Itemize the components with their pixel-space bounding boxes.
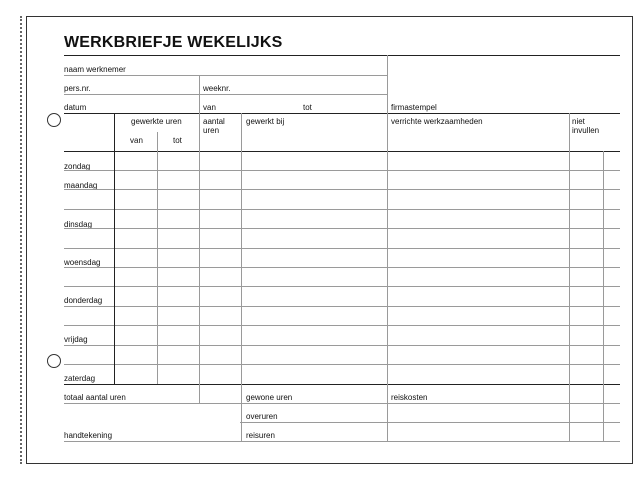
label-naam-werknemer: naam werknemer — [64, 65, 126, 74]
rule-h — [64, 189, 620, 190]
day-maandag: maandag — [64, 181, 98, 190]
header-niet-invullen: niet invullen — [572, 117, 600, 135]
rule-h — [64, 209, 620, 210]
day-vrijdag: vrijdag — [64, 335, 88, 344]
rule-v — [569, 113, 570, 441]
header-van: van — [130, 136, 143, 145]
rule-v — [603, 151, 604, 441]
rule-h — [64, 228, 620, 229]
day-woensdag: woensdag — [64, 258, 101, 267]
day-dinsdag: dinsdag — [64, 220, 93, 229]
rule-h — [64, 441, 620, 442]
label-overuren: overuren — [246, 412, 278, 421]
rule-h — [64, 325, 620, 326]
rule-h — [64, 113, 620, 114]
rule-h — [240, 422, 620, 423]
rule-v — [114, 113, 115, 384]
rule-v — [157, 132, 158, 384]
punch-hole-bottom — [47, 354, 61, 368]
label-handtekening: handtekening — [64, 431, 113, 440]
rule-h — [64, 94, 387, 95]
rule-v — [387, 113, 388, 441]
label-weeknr: weeknr. — [203, 84, 231, 93]
rule-v — [199, 75, 200, 113]
rule-h — [64, 151, 620, 152]
rule-v — [241, 113, 242, 441]
rule-h — [64, 267, 620, 268]
header-tot: tot — [173, 136, 182, 145]
day-zaterdag: zaterdag — [64, 374, 96, 383]
form-title: WERKBRIEFJE WEKELIJKS — [64, 34, 283, 51]
perforation-line — [20, 16, 22, 464]
rule-v — [387, 55, 388, 113]
label-reisuren: reisuren — [246, 431, 275, 440]
day-donderdag: donderdag — [64, 296, 103, 305]
rule-v — [199, 113, 200, 403]
rule-h — [64, 170, 620, 171]
label-pers-nr: pers.nr. — [64, 84, 91, 93]
title-rule — [64, 55, 620, 56]
header-verrichte-werkzaamheden: verrichte werkzaamheden — [391, 117, 483, 126]
header-gewerkte-uren: gewerkte uren — [131, 117, 182, 126]
rule-h — [64, 75, 387, 76]
rule-h — [64, 306, 620, 307]
punch-hole-top — [47, 113, 61, 127]
label-totaal-aantal-uren: totaal aantal uren — [64, 393, 126, 402]
label-van: van — [203, 103, 216, 112]
rule-h — [64, 384, 620, 385]
header-gewerkt-bij: gewerkt bij — [246, 117, 285, 126]
label-datum: datum — [64, 103, 87, 112]
rule-h — [64, 286, 620, 287]
rule-h — [64, 345, 620, 346]
label-firmastempel: firmastempel — [391, 103, 437, 112]
rule-h — [64, 403, 620, 404]
label-tot: tot — [303, 103, 312, 112]
header-aantal-uren: aantal uren — [203, 117, 225, 135]
label-gewone-uren: gewone uren — [246, 393, 293, 402]
rule-h — [64, 248, 620, 249]
day-zondag: zondag — [64, 162, 91, 171]
label-reiskosten: reiskosten — [391, 393, 428, 402]
rule-h — [64, 364, 620, 365]
